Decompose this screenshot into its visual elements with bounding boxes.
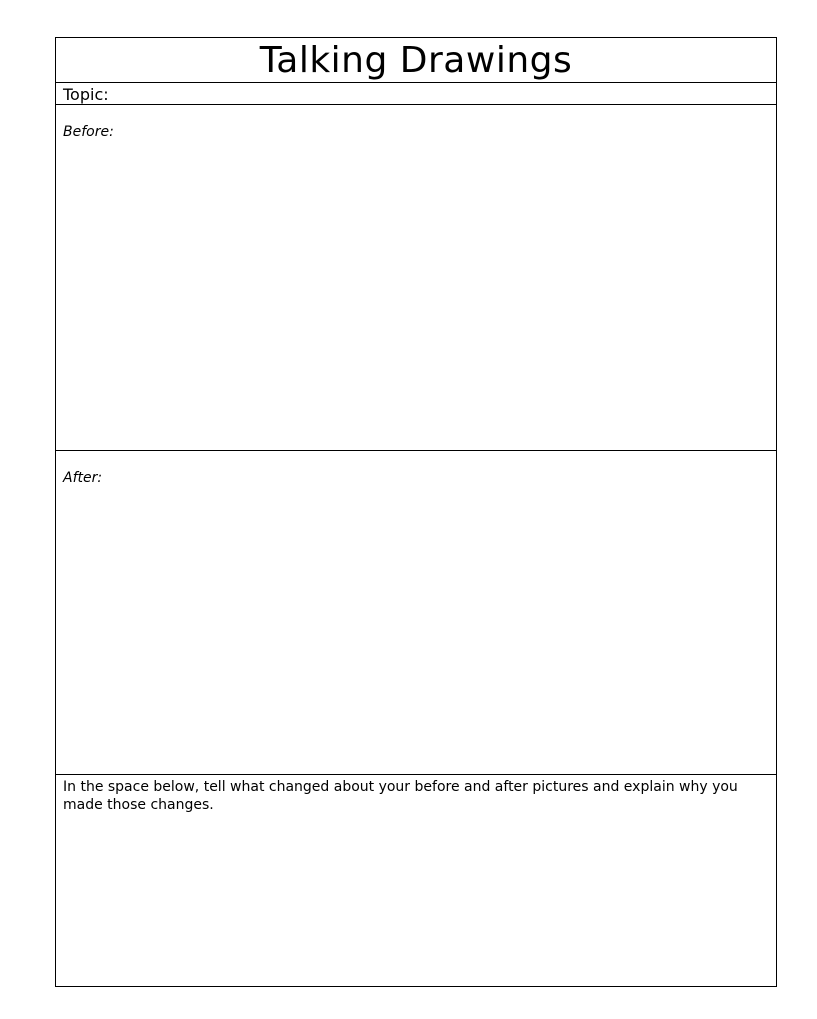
topic-field[interactable] [56, 83, 776, 105]
title-row [56, 38, 776, 83]
reflection-area[interactable] [56, 775, 776, 986]
after-label: After: [63, 470, 103, 486]
after-drawing-area[interactable] [56, 451, 776, 775]
before-label: Before: [63, 124, 114, 140]
before-drawing-area[interactable] [56, 105, 776, 451]
worksheet-title: Talking Drawings [259, 40, 573, 81]
topic-label: Topic: [63, 85, 109, 104]
reflection-prompt: In the space below, tell what changed about your before and after pictures and explain why you made those changes. [63, 779, 738, 813]
worksheet [55, 37, 777, 987]
